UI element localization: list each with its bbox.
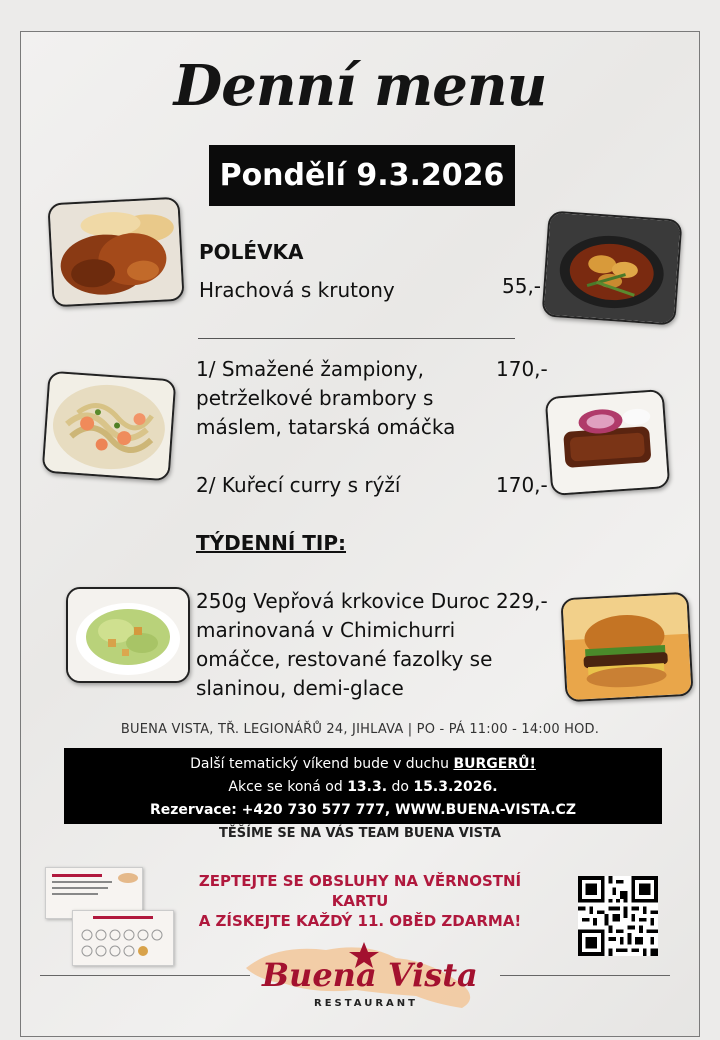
loyalty-line-1: ZEPTEJTE SE OBSLUHY NA VĚRNOSTNÍ KARTU: [198, 872, 522, 910]
weekly-tip-heading: TÝDENNÍ TIP:: [196, 531, 347, 555]
loyalty-message: [180, 871, 540, 931]
food-photo-stew: [541, 210, 682, 325]
event-line-1: [64, 753, 662, 776]
loyalty-card-stamps: [72, 910, 174, 966]
main-1-line: 1/ Smažené žampiony,: [196, 357, 424, 381]
food-photo-salad: [66, 587, 190, 683]
food-photo-pasta: [42, 371, 177, 482]
section-divider: [198, 338, 515, 339]
qr-code-icon[interactable]: [578, 876, 658, 956]
event-date-mid: do: [387, 779, 414, 795]
event-date-text: Akce se koná od: [228, 779, 348, 795]
restaurant-logo: [236, 938, 486, 1026]
team-greeting: TĚŠÍME SE NA VÁS TEAM BUENA VISTA: [219, 826, 501, 841]
weekly-tip-line: marinovaná v Chimichurri: [196, 618, 456, 642]
soup-heading: POLÉVKA: [199, 240, 304, 264]
main-2: [196, 471, 400, 500]
main-1-line: petrželkové brambory s: [196, 386, 434, 410]
menu-title: Denní menu: [173, 53, 547, 119]
weekly-tip: [196, 587, 492, 703]
food-photo-chicken: [47, 197, 184, 308]
weekly-tip-line: 250g Vepřová krkovice Duroc: [196, 589, 490, 613]
food-photo-burger: [560, 592, 693, 703]
weekly-tip-price: 229,-: [496, 589, 548, 613]
food-photo-ribs: [545, 389, 671, 496]
soup-name: Hrachová s krutony: [199, 278, 395, 302]
date-banner: Pondělí 9.3.2026: [209, 145, 515, 206]
loyalty-line-2: A ZÍSKEJTE KAŽDÝ 11. OBĚD ZDARMA!: [198, 912, 522, 930]
soup-price: 55,-: [502, 274, 542, 298]
event-reservation: Rezervace: +420 730 577 777, WWW.BUENA-VISTA.CZ: [150, 802, 576, 818]
logo-line-right: [500, 975, 670, 976]
main-2-line: 2/ Kuřecí curry s rýží: [196, 473, 401, 497]
event-date-to: 15.3.2026.: [413, 779, 498, 795]
address-hours: BUENA VISTA, TŘ. LEGIONÁŘŮ 24, JIHLAVA | PO - PÁ 11:00 - 14:00 HOD.: [120, 722, 600, 737]
event-banner: [64, 748, 662, 824]
main-2-price: 170,-: [496, 473, 548, 497]
event-theme-text: Další tematický víkend bude v duchu: [190, 756, 454, 772]
weekly-tip-line: omáčce, restované fazolky se: [196, 647, 493, 671]
main-1: [196, 355, 455, 442]
main-1-line: máslem, tatarská omáčka: [196, 415, 456, 439]
event-theme-name: BURGERŮ!: [453, 756, 536, 772]
weekly-tip-line: slaninou, demi-glace: [196, 676, 404, 700]
event-date-from: 13.3.: [347, 779, 388, 795]
main-1-price: 170,-: [496, 357, 548, 381]
logo-subtitle: RESTAURANT: [314, 998, 418, 1009]
logo-name: Buena Vista: [262, 956, 478, 994]
event-line-2: [64, 776, 662, 799]
logo-line-left: [40, 975, 250, 976]
